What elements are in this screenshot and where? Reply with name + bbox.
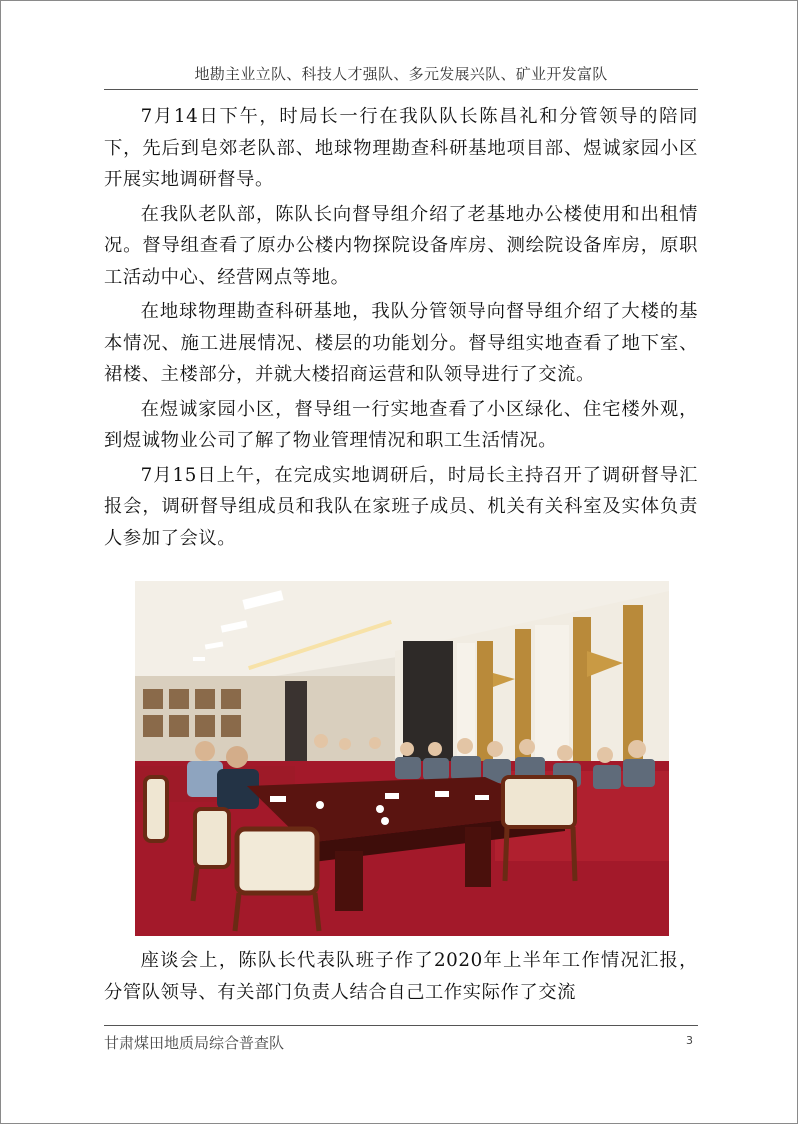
paragraph-4: 在煜诚家园小区，督导组一行实地查看了小区绿化、住宅楼外观，到煜诚物业公司了解了物业管理情况和职工生活情况。: [104, 398, 698, 451]
paragraph-5: 7月15日上午，在完成实地调研后，时局长主持召开了调研督导汇报会，调研督导组成员和我队在家班子成员、机关有关科室及实体负责人参加了会议。: [104, 464, 698, 549]
footer-organization: 甘肃煤田地质局综合普查队: [104, 1034, 285, 1052]
paragraph-1: 7月14日下午，时局长一行在我队队长陈昌礼和分管领导的陪同下，先后到皂郊老队部、地球物理勘查科研基地项目部、煜诚家园小区开展实地调研督导。: [104, 106, 698, 190]
body-top: [104, 101, 698, 557]
header-rule: [104, 89, 698, 90]
meeting-photo: [135, 581, 669, 936]
footer-rule: [104, 1025, 698, 1026]
paragraph-2: 在我队老队部，陈队长向督导组介绍了老基地办公楼使用和出租情况。督导组查看了原办公楼内物探院设备库房、测绘院设备库房，原职工活动中心、经营网点等地。: [104, 203, 698, 288]
header-motto: 地勘主业立队、科技人才强队、多元发展兴队、矿业开发富队: [194, 65, 608, 83]
page-number: 3: [686, 1034, 693, 1047]
body-bottom: [104, 945, 698, 1011]
paragraph-6: 座谈会上，陈队长代表队班子作了2020年上半年工作情况汇报，分管队领导、有关部门负责人结合自己工作实际作了交流: [104, 950, 698, 1003]
paragraph-3: 在地球物理勘查科研基地，我队分管领导向督导组介绍了大楼的基本情况、施工进展情况、楼层的功能划分。督导组实地查看了地下室、裙楼、主楼部分，并就大楼招商运营和队领导进行了交流。: [104, 301, 698, 385]
